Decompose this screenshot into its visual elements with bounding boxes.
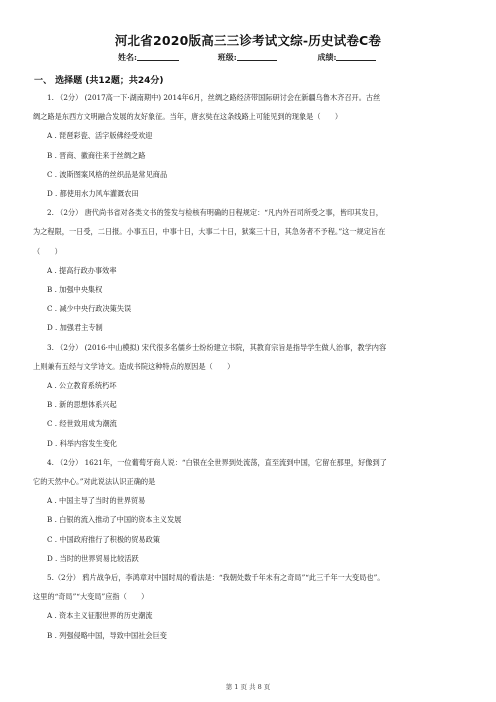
answer-option: C . 减少中央行政决策失误 <box>47 304 132 314</box>
question-stem-continued: 为之程限，一日受，二日报。小事五日，中事十日，大事二十日，狱案三十日，其急务者不予程。”这一规定旨在 <box>33 227 386 237</box>
name-label: 姓名: <box>118 52 137 62</box>
answer-option: B . 晋商、徽商往来于丝绸之路 <box>47 150 146 160</box>
answer-option: C . 经世致用成为潮流 <box>47 419 117 429</box>
answer-option: B . 新的思想体系兴起 <box>47 400 117 410</box>
answer-option: A . 琵琶彩瓷、活字版佛经受欢迎 <box>47 131 153 141</box>
question-stem: 3. （2分） (2016·中山模拟) 宋代很多名儒乡士纷纷建立书院，其教育宗旨是指导学生做人治事，教学内容 <box>47 342 387 352</box>
question-stem: 2. （2分） 唐代尚书省对各类文书的签发与检核有明确的日程规定：“凡内外百司所受之事，皆印其发日， <box>47 208 383 218</box>
question-stem: 4. （2分） 1621年，一位葡萄牙商人说：“白银在全世界到处流荡，直至流到中国，它留在那里，好像到了 <box>47 457 387 467</box>
answer-option: C . 中国政府推行了积极的贸易政策 <box>47 534 160 544</box>
score-label: 成绩: <box>317 52 337 62</box>
answer-option: A . 提高行政办事效率 <box>47 265 117 275</box>
class-blank <box>237 60 277 61</box>
class-label: 班级: <box>217 52 237 62</box>
section-heading: 一、 选择题 (共12题；共24分) <box>34 76 164 86</box>
answer-option: C . 波斯图案风格的丝织品是常见商品 <box>47 169 168 179</box>
answer-option: D . 当时的世界贸易比较活跃 <box>47 553 139 563</box>
question-stem: 5.（2分） 鸦片战争后，李鸿章对中国时局的看法是：“我朝处数千年未有之奇局”“此三千年一大变局也”。 <box>47 573 385 582</box>
answer-option: D . 加强君主专制 <box>47 323 103 333</box>
answer-option: D . 都使用水力风车灌溉农田 <box>47 189 139 198</box>
answer-option: A . 资本主义征服世界的历史潮流 <box>47 611 153 621</box>
answer-option: D . 科举内容发生变化 <box>47 438 118 448</box>
page-title: 河北省2020版高三三诊考试文综-历史试卷C卷 <box>114 33 382 48</box>
question-stem-continued: 上则兼有五经与文学诗文。造成书院这种特点的原因是（ ） <box>33 361 235 371</box>
question-stem-continued: 它的天然中心。”对此说法认识正确的是 <box>33 477 156 486</box>
question-stem-continued: 绸之路是东西方文明融合发展的友好象征。当年，唐玄奘在这条线路上可能见到的现象是（ ） <box>33 112 343 122</box>
question-stem-continued: （ ） <box>33 246 62 256</box>
page-footer: 第 1 页 共 8 页 <box>225 683 271 691</box>
answer-option: A . 中国主导了当时的世界贸易 <box>47 496 146 506</box>
question-stem: 1. （2分） (2017高一下·湖南期中) 2014年6月，丝绸之路经济带国际研讨会在新疆乌鲁木齐召开。古丝 <box>47 93 381 102</box>
question-stem-continued: 这里的“奇局”“大变局”应指（ ） <box>33 592 149 602</box>
answer-option: B . 列强侵略中国，导致中国社会巨变 <box>47 630 167 640</box>
name-blank <box>137 60 179 61</box>
answer-option: B . 加强中央集权 <box>47 285 103 294</box>
answer-option: B . 白银的流入推动了中国的资本主义发展 <box>47 515 182 525</box>
answer-option: A . 公立教育系统朽坏 <box>47 381 117 390</box>
score-blank <box>336 60 376 61</box>
student-info-row <box>118 52 418 63</box>
